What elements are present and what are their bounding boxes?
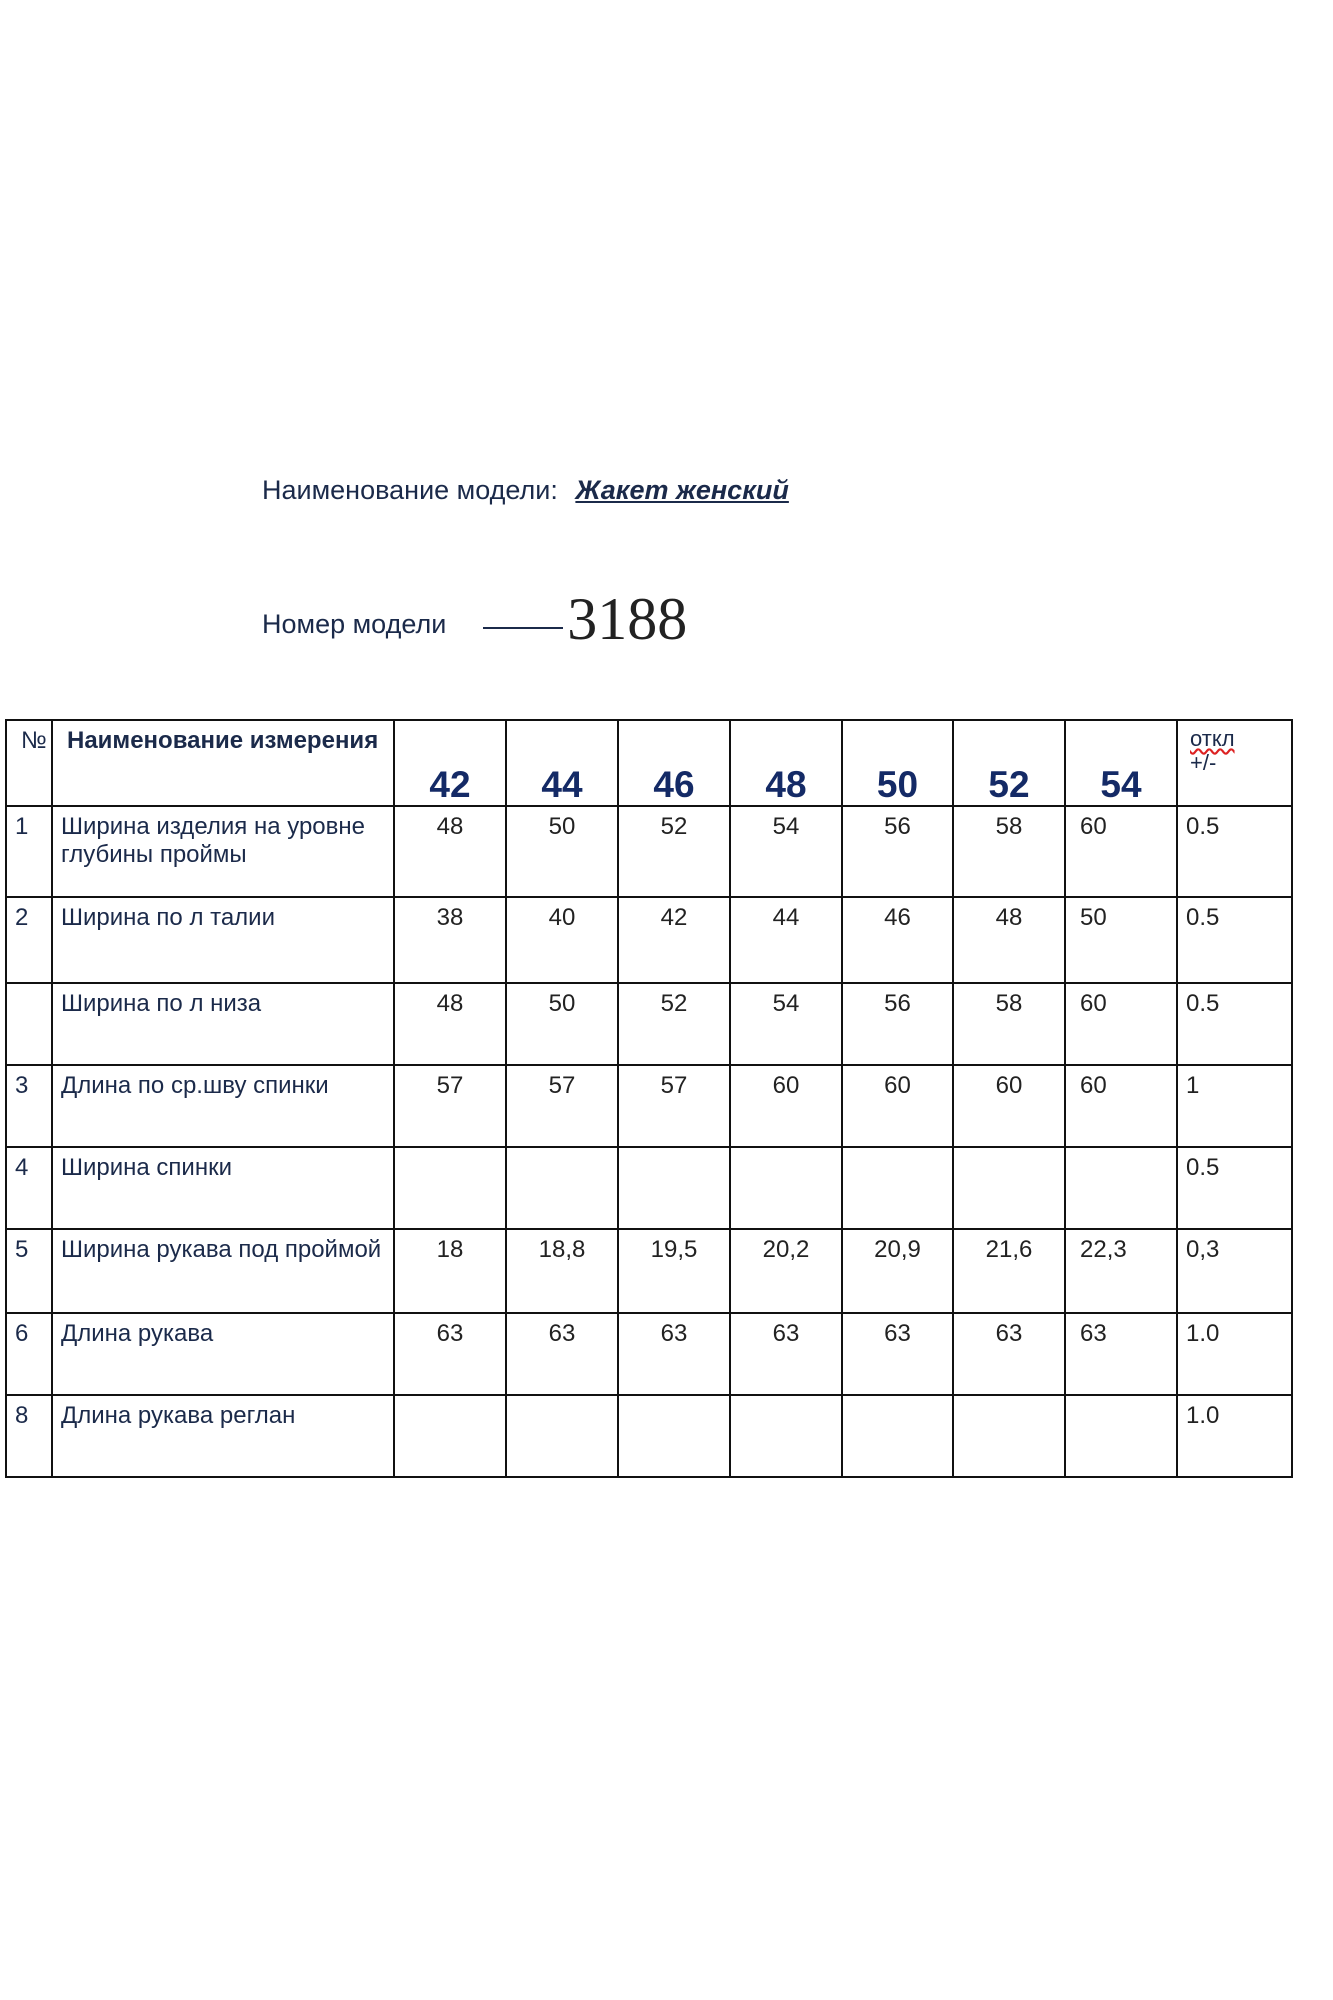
tolerance-cell: 1.0 [1177, 1313, 1292, 1395]
row-number: 1 [6, 806, 52, 897]
model-name-value: Жакет женский [575, 475, 789, 505]
size-value-cell [506, 1395, 618, 1477]
size-value-cell [953, 1147, 1065, 1229]
size-value-cell: 57 [618, 1065, 730, 1147]
model-name-line [262, 475, 789, 506]
tolerance-cell: 1 [1177, 1065, 1292, 1147]
model-name-label: Наименование модели: [262, 475, 558, 505]
row-number: 8 [6, 1395, 52, 1477]
size-value-cell: 50 [506, 806, 618, 897]
size-value-cell: 54 [730, 983, 842, 1065]
measurement-name: Ширина по л талии [52, 897, 394, 983]
size-value-cell [618, 1395, 730, 1477]
measurement-name: Длина рукава реглан [52, 1395, 394, 1477]
tolerance-cell: 0.5 [1177, 806, 1292, 897]
table-row [6, 1147, 1292, 1229]
tolerance-cell: 0.5 [1177, 983, 1292, 1065]
size-value-cell: 44 [730, 897, 842, 983]
model-number-line [262, 585, 687, 654]
tolerance-cell: 1.0 [1177, 1395, 1292, 1477]
model-number-label: Номер модели [262, 609, 447, 639]
size-value-cell: 56 [842, 983, 953, 1065]
tolerance-cell: 0.5 [1177, 897, 1292, 983]
size-value-cell [953, 1395, 1065, 1477]
model-number-value: 3188 [567, 586, 688, 652]
size-value-cell [618, 1147, 730, 1229]
size-value-cell: 19,5 [618, 1229, 730, 1313]
size-value-cell: 60 [730, 1065, 842, 1147]
model-number-blank-line [483, 627, 563, 629]
header-tolerance: откл +/- [1177, 720, 1292, 806]
table-row [6, 897, 1292, 983]
size-value-cell: 20,2 [730, 1229, 842, 1313]
size-value-cell: 38 [394, 897, 506, 983]
size-value-cell: 50 [506, 983, 618, 1065]
header-size: 54 [1065, 720, 1177, 806]
size-value-cell: 48 [394, 983, 506, 1065]
size-value-cell: 57 [506, 1065, 618, 1147]
measurement-name: Ширина изделия на уровне глубины проймы [52, 806, 394, 897]
size-value-cell: 52 [618, 983, 730, 1065]
size-value-cell: 50 [1065, 897, 1177, 983]
size-value-cell: 63 [506, 1313, 618, 1395]
size-value-cell: 63 [394, 1313, 506, 1395]
size-value-cell: 63 [1065, 1313, 1177, 1395]
size-value-cell: 52 [618, 806, 730, 897]
row-number: 4 [6, 1147, 52, 1229]
size-value-cell: 60 [1065, 1065, 1177, 1147]
size-value-cell [842, 1147, 953, 1229]
header-size: 50 [842, 720, 953, 806]
tolerance-cell: 0,3 [1177, 1229, 1292, 1313]
size-value-cell: 48 [953, 897, 1065, 983]
measurement-name: Ширина по л низа [52, 983, 394, 1065]
header-measurement-name: Наименование измерения [52, 720, 394, 806]
measurement-name: Ширина рукава под проймой [52, 1229, 394, 1313]
size-value-cell [730, 1147, 842, 1229]
header-size: 48 [730, 720, 842, 806]
size-value-cell [1065, 1395, 1177, 1477]
size-value-cell: 40 [506, 897, 618, 983]
size-value-cell: 18 [394, 1229, 506, 1313]
header-size: 46 [618, 720, 730, 806]
size-value-cell: 60 [1065, 806, 1177, 897]
size-value-cell: 60 [1065, 983, 1177, 1065]
size-value-cell: 46 [842, 897, 953, 983]
size-value-cell: 48 [394, 806, 506, 897]
size-value-cell [506, 1147, 618, 1229]
measurements-table [5, 719, 1293, 1478]
size-value-cell [1065, 1147, 1177, 1229]
size-value-cell: 63 [730, 1313, 842, 1395]
size-value-cell: 63 [953, 1313, 1065, 1395]
tolerance-cell: 0.5 [1177, 1147, 1292, 1229]
size-value-cell: 54 [730, 806, 842, 897]
header-size: 44 [506, 720, 618, 806]
size-value-cell: 22,3 [1065, 1229, 1177, 1313]
row-number: 2 [6, 897, 52, 983]
size-value-cell: 57 [394, 1065, 506, 1147]
table-row [6, 806, 1292, 897]
size-value-cell [394, 1395, 506, 1477]
header-size: 52 [953, 720, 1065, 806]
size-value-cell [730, 1395, 842, 1477]
size-value-cell: 18,8 [506, 1229, 618, 1313]
size-value-cell: 58 [953, 806, 1065, 897]
size-value-cell: 21,6 [953, 1229, 1065, 1313]
size-value-cell: 63 [618, 1313, 730, 1395]
row-number: 3 [6, 1065, 52, 1147]
size-value-cell: 20,9 [842, 1229, 953, 1313]
table-row [6, 1313, 1292, 1395]
size-value-cell: 42 [618, 897, 730, 983]
size-value-cell: 63 [842, 1313, 953, 1395]
table-row [6, 1395, 1292, 1477]
header-size: 42 [394, 720, 506, 806]
measurement-name: Ширина спинки [52, 1147, 394, 1229]
measurement-name: Длина по ср.шву спинки [52, 1065, 394, 1147]
row-number: 5 [6, 1229, 52, 1313]
size-value-cell: 58 [953, 983, 1065, 1065]
row-number: 6 [6, 1313, 52, 1395]
header-no: № [6, 720, 52, 806]
size-value-cell [842, 1395, 953, 1477]
row-number [6, 983, 52, 1065]
size-value-cell: 60 [842, 1065, 953, 1147]
size-value-cell: 60 [953, 1065, 1065, 1147]
table-row [6, 1065, 1292, 1147]
table-row [6, 983, 1292, 1065]
size-value-cell: 56 [842, 806, 953, 897]
table-row [6, 1229, 1292, 1313]
size-value-cell [394, 1147, 506, 1229]
table-header-row [6, 720, 1292, 806]
measurement-name: Длина рукава [52, 1313, 394, 1395]
